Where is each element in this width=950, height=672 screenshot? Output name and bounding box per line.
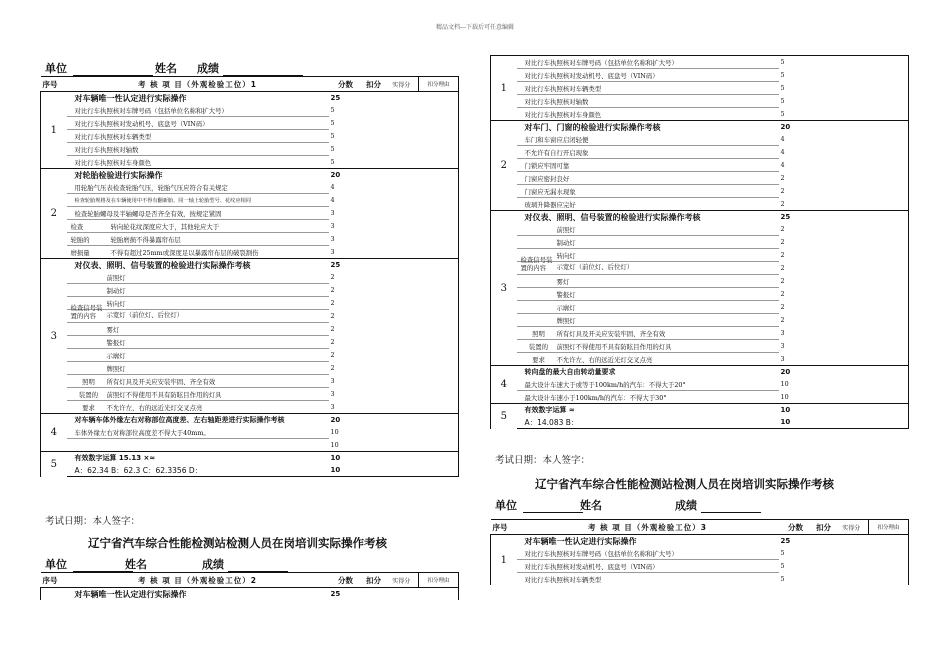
item-score: 2: [330, 338, 335, 346]
form-title: 辽宁省汽车综合性能检测站检测人员在岗培训实际操作考核: [88, 536, 387, 550]
reason-header: 扣分理由: [419, 77, 459, 92]
item-score: 5: [330, 132, 335, 140]
sub-label: 检查: [70, 222, 84, 231]
exam-date-sign: 考试日期：本人签字：: [45, 516, 141, 527]
group-number: 3: [491, 211, 517, 366]
item-text: 雾灯: [67, 323, 329, 336]
item-text: 示宽灯（前位灯、后位灯）: [106, 311, 184, 319]
item-score: 3: [780, 342, 785, 350]
score-label: 成绩: [675, 499, 697, 512]
item-text: 对比行车执照核对车身颜色: [524, 110, 602, 119]
item-text: 车门和车窗应启闭轻便: [517, 133, 779, 146]
group-title: 有效数字运算 15.13 ×≈: [67, 452, 329, 465]
item-text: 示廓灯: [67, 349, 329, 362]
group-score: 25: [329, 259, 363, 272]
item-score: 2: [780, 225, 785, 234]
item-score: 10: [779, 416, 813, 429]
title-header: 考 核 项 目（外观检验工位）3: [517, 520, 779, 535]
score-label: 成绩: [202, 558, 224, 571]
name-label: 姓名: [125, 558, 147, 571]
item-text: 转向灯: [67, 297, 329, 310]
group-number: 2: [491, 121, 517, 211]
sub-item: [517, 353, 779, 366]
table-header: [41, 77, 459, 92]
item-text: 车体外缘左右对称部位高度差不得大于40mm。: [67, 426, 329, 439]
item-text: 制动灯: [517, 236, 779, 249]
item-score: 10: [330, 440, 339, 449]
item-text: 前照灯: [517, 223, 779, 236]
group-title: 有效数字运算 ≈: [517, 404, 779, 417]
unit-underline: [73, 571, 133, 572]
unit-underline: [73, 75, 153, 76]
item-text: 检查轮胎规格及在车辆使用中不得有翻新胎、同一轴上轮胎型号、花纹应相同: [67, 194, 329, 207]
item-score: 2: [330, 325, 335, 333]
score-underline: [228, 571, 288, 572]
item-score: 2: [780, 264, 785, 272]
score-underline: [701, 512, 761, 513]
item-score: 2: [780, 174, 785, 182]
sub-label: 检查信号装置的内容: [520, 256, 553, 272]
sub-item: [67, 401, 329, 414]
item-score: 10: [330, 428, 339, 437]
item-score: 5: [780, 97, 785, 105]
item-text: 最大设计车速大于或等于100km/h的汽车：不得大于20°: [517, 378, 779, 391]
item-text: 对比行车执照核对发动机号、底盘号（VIN码）: [67, 117, 329, 130]
unit-label: 单位: [495, 499, 517, 512]
group-number: 4: [41, 414, 67, 452]
item-score: 5: [780, 71, 785, 79]
group-number: 1: [491, 535, 517, 586]
exam-table-3: [490, 519, 909, 585]
item-score: 5: [330, 106, 335, 115]
item-score: 10: [329, 464, 363, 477]
sub-item: [517, 340, 779, 353]
exam-table-1: [40, 76, 459, 477]
unit-underline: [523, 512, 583, 513]
group-number: 5: [41, 452, 67, 477]
item-score: 3: [780, 354, 785, 363]
item-text: 对比行车执照核对车辆类型: [517, 82, 779, 95]
item-text: 对比行车执照核对发动机号、底盘号（VIN码）: [517, 560, 779, 573]
group-score: 20: [329, 169, 363, 182]
item-score: 4: [780, 148, 785, 156]
sub-item: [67, 304, 329, 323]
sub-item: [67, 220, 329, 233]
sub-item: [67, 246, 329, 259]
answer-options: A：62.34 B：62.3 C：62.3356 D：: [67, 464, 329, 477]
unit-label: 单位: [45, 62, 67, 75]
item-text: 对比行车执照核对车牌号码（包括单位名称和扩大号）: [517, 547, 779, 560]
group-number: 1: [41, 92, 67, 169]
group-score: 20: [779, 366, 813, 379]
item-text: 门窗应无漏水现象: [517, 185, 779, 198]
item-score: 3: [330, 222, 335, 230]
sub-item: [517, 256, 779, 275]
table-header: [491, 520, 909, 535]
sub-label: 检查信号装置的内容: [70, 304, 103, 320]
item-text: 对比行车执照核对车牌号码（包括单位名称和扩大号）: [517, 56, 779, 69]
name-label: 姓名: [155, 62, 177, 75]
item-score: 2: [780, 199, 785, 208]
deduct-header: 扣分: [813, 520, 835, 535]
group-title: 转向盘的最大自由转动量要求: [517, 366, 779, 379]
item-text: 不允许左、右的远近光灯交叉点亮: [556, 355, 653, 364]
item-score: 2: [780, 238, 785, 246]
item-text: 转向灯: [517, 249, 779, 262]
item-score: 2: [330, 312, 335, 320]
item-score: 4: [780, 135, 785, 144]
left-form-2: [40, 558, 458, 600]
seq-header: 序号: [41, 573, 67, 588]
item-text: 牌照灯: [517, 314, 779, 327]
group-score: 10: [779, 404, 813, 417]
group-number: 4: [491, 366, 517, 404]
reason-header: 扣分理由: [419, 573, 459, 588]
sub-label: 要求: [82, 403, 95, 412]
sub-label: 装置的: [78, 390, 99, 399]
item-text: 警报灯: [67, 336, 329, 349]
item-score: 2: [780, 303, 785, 311]
item-text: 牌照灯: [67, 362, 329, 375]
item-text: 对比行车执照核对发动机号、底盘号（VIN码）: [517, 69, 779, 82]
name-label: 姓名: [580, 499, 602, 512]
item-score: 5: [780, 574, 785, 583]
top-bar: [40, 558, 458, 572]
sub-item: [67, 388, 329, 401]
sub-item: [67, 375, 329, 388]
item-score: 5: [330, 157, 335, 166]
item-text: 对比行车执照核对轴数: [517, 95, 779, 108]
points-header: 分数: [329, 573, 363, 588]
item-text: 门锁应牢固可靠: [517, 159, 779, 172]
item-score: 4: [780, 161, 785, 169]
item-score: 3: [330, 402, 335, 411]
group-score: 20: [329, 414, 363, 427]
form-title: 辽宁省汽车综合性能检测站检测人员在岗培训实际操作考核: [535, 477, 834, 491]
item-text: 不得有超过25mm或深度足以暴露帘布层的破裂割伤: [110, 248, 259, 257]
item-text: 雾灯: [517, 275, 779, 288]
table-header: [41, 573, 459, 588]
sub-label: 照明: [532, 329, 545, 338]
group-title: 对仪表、照明、信号装置的检验进行实际操作考核: [517, 211, 779, 224]
sub-label: 磨损量: [70, 248, 90, 257]
item-score: 2: [780, 316, 785, 324]
points-header: 分数: [779, 520, 813, 535]
seq-header: 序号: [41, 77, 67, 92]
item-score: 3: [330, 247, 335, 256]
item-text: 不允许有自行开启现象: [517, 146, 779, 159]
item-text: 对比行车执照核对车身颜色: [74, 158, 152, 167]
score-underline: [223, 75, 303, 76]
header-note: 精品文档---下载后可任意编辑: [435, 24, 515, 31]
group-title: 对车辆唯一性认定进行实际操作: [74, 589, 187, 599]
group-number: 1: [491, 56, 517, 121]
actual-header: 实得分: [835, 520, 869, 535]
group-score: 25: [330, 94, 341, 102]
item-score: 2: [780, 277, 785, 285]
item-text: 前照灯不得使用不具有防眩目作用的灯具: [556, 342, 672, 351]
item-score: 3: [330, 235, 335, 243]
item-score: 3: [780, 329, 785, 337]
item-text: 示廓灯: [517, 301, 779, 314]
item-score: 2: [330, 299, 335, 307]
actual-header: 实得分: [385, 573, 419, 588]
item-score: 3: [330, 209, 335, 217]
item-score: 5: [780, 84, 785, 92]
item-score: 5: [780, 562, 785, 570]
item-text: 前照灯不得使用不具有防眩目作用的灯具: [106, 390, 222, 399]
item-score: 2: [780, 187, 785, 195]
group-number: 2: [41, 169, 67, 259]
item-text: 对比行车执照核对车辆类型: [67, 130, 329, 143]
deduct-header: 扣分: [363, 77, 385, 92]
item-score: 5: [330, 145, 335, 153]
item-score: 2: [780, 251, 785, 259]
group-score: 25: [330, 590, 341, 598]
group-score: 20: [779, 121, 813, 134]
title-header: 考 核 项 目（外观检验工位）1: [67, 77, 329, 92]
unit-label: 单位: [45, 558, 67, 571]
right-column: [490, 55, 908, 429]
item-text: 对比行车执照核对车牌号码（包括单位名称和扩大号）: [67, 104, 329, 117]
item-text: 转向轮花纹深度应大于，其他轮应大于: [110, 222, 220, 231]
item-score: 5: [780, 549, 785, 558]
item-score: 2: [330, 286, 335, 294]
actual-header: 实得分: [385, 77, 419, 92]
reason-header: 扣分理由: [869, 520, 909, 535]
item-score: 2: [330, 351, 335, 359]
item-text: 所有灯具及开关应安装牢固、齐全有效: [106, 377, 216, 386]
group-score: 25: [779, 211, 813, 224]
points-header: 分数: [329, 77, 363, 92]
item-score: 2: [330, 273, 335, 282]
item-text: 不允许左、右的远近光灯交叉点亮: [106, 403, 203, 412]
item-text: 最大设计车速小于100km/h的汽车：不得大于30°: [524, 393, 667, 402]
item-score: 5: [330, 119, 335, 127]
group-number: 3: [41, 259, 67, 414]
item-text: 对比行车执照核对轴数: [67, 143, 329, 156]
top-bar: [490, 499, 908, 513]
group-title: 对车门、门窗的检验进行实际操作考核: [517, 121, 779, 134]
item-text: 对比行车执照核对车辆类型: [524, 575, 602, 584]
item-text: 轮胎磨损不得暴露帘布层: [110, 235, 181, 244]
item-text: 警报灯: [517, 288, 779, 301]
right-form-3: [490, 499, 908, 585]
answer-options: A：14.083 B：: [517, 416, 779, 429]
item-text: 检查轮胎螺母及半轴螺母是否齐全有效，按规定紧固: [67, 207, 329, 220]
item-score: 3: [330, 377, 335, 385]
item-score: 4: [330, 183, 335, 192]
seq-header: 序号: [491, 520, 517, 535]
group-score: 10: [329, 452, 363, 465]
item-score: 5: [779, 56, 813, 69]
item-text: 门窗应密封良好: [517, 172, 779, 185]
item-score: 2: [330, 364, 335, 372]
group-title: 对车辆唯一性认定进行实际操作: [517, 535, 779, 548]
item-score: 10: [780, 380, 789, 389]
top-bar: [40, 62, 458, 76]
exam-table-1-continued: [490, 55, 909, 429]
group-score: 25: [779, 535, 813, 548]
item-text: 用轮胎气压表检查轮胎气压，轮胎气压应符合有关规定: [67, 181, 329, 194]
sub-label: 要求: [532, 355, 545, 364]
item-score: 4: [330, 196, 335, 204]
title-header: 考 核 项 目（外观检验工位）2: [67, 573, 329, 588]
item-text: 所有灯具及开关应安装牢固、齐全有效: [556, 329, 666, 338]
item-text: 玻璃升降器应完好: [524, 200, 576, 209]
left-column: [40, 62, 458, 477]
exam-table-2: [40, 572, 459, 600]
group-title: 对车辆唯一性认定进行实际操作: [74, 93, 187, 103]
score-label: 成绩: [197, 62, 219, 75]
item-score: 10: [780, 392, 789, 401]
group-title: 对车辆车体外缘左右对称部位高度差、左右轴距差进行实际操作考核: [67, 414, 329, 427]
item-text: 前照灯: [67, 271, 329, 284]
sub-label: 装置的: [528, 342, 549, 351]
item-text: 示宽灯（前位灯、后位灯）: [556, 263, 634, 271]
item-text: [67, 439, 329, 452]
exam-date-sign: 考试日期：本人签字：: [495, 455, 591, 466]
sub-item: [67, 233, 329, 246]
item-text: 制动灯: [67, 284, 329, 297]
item-score: 5: [780, 109, 785, 118]
deduct-header: 扣分: [363, 573, 385, 588]
group-title: 对仪表、照明、信号装置的检验进行实际操作考核: [67, 259, 329, 272]
group-number: 5: [491, 404, 517, 429]
sub-label: 轮胎的: [70, 235, 90, 244]
group-title: 对轮胎检验进行实际操作: [67, 169, 329, 182]
item-score: 2: [780, 290, 785, 298]
sub-item: [517, 327, 779, 340]
sub-label: 照明: [82, 377, 95, 386]
item-score: 3: [330, 390, 335, 398]
